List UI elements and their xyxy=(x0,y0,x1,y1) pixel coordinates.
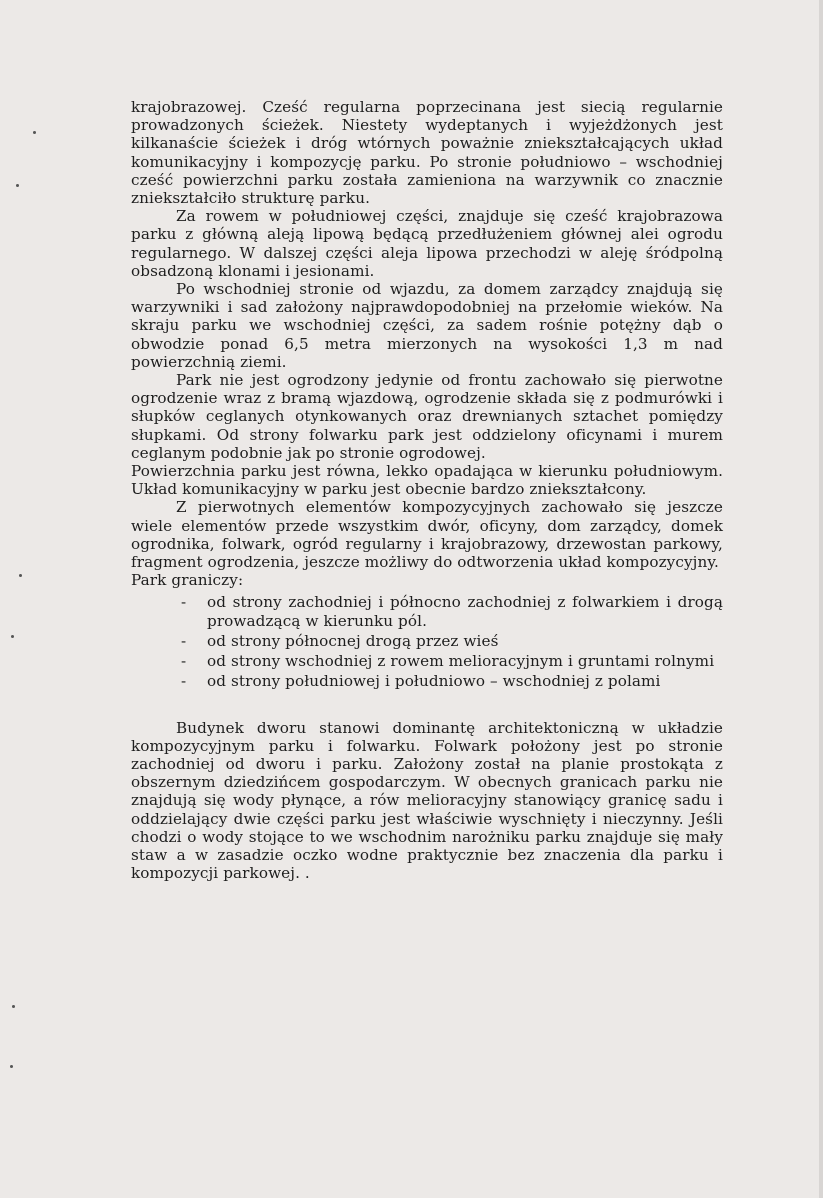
list-item-text: od strony południowej i południowo – wschodniej z polami xyxy=(207,672,661,691)
list-dash: - xyxy=(181,652,187,671)
paragraph: Po wschodniej stronie od wjazdu, za domem zarządcy znajdują się warzywniki i sad założony najprawdopodobniej na przełomie wieków. Na skraju parku we wschodniej części, za sadem rośnie potężny dąb o obwodzie ponad 6,5 metra mierzonych na wysokości 1,3 m nad powierzchnią ziemi. xyxy=(131,280,723,371)
scan-dot xyxy=(19,574,22,577)
scan-dot xyxy=(12,1005,15,1008)
scan-dot xyxy=(11,635,14,638)
document-body xyxy=(131,98,723,882)
list-item-text: od strony zachodniej i północno zachodniej z folwarkiem i drogą prowadzącą w kierunku pól. xyxy=(207,593,723,630)
list-item xyxy=(131,652,723,670)
paragraph: krajobrazowej. Cześć regularna poprzecinana jest siecią regularnie prowadzonych ścieżek. Niestety wydeptanych i wyjeżdżonych jest kilkanaście ścieżek i dróg wtórnych poważnie zniekształcających układ komunikacyjny i kompozycję parku. Po stronie południowo – wschodniej cześć powierzchni parku została zamieniona na warzywnik co znacznie zniekształciło strukturę parku. xyxy=(131,98,723,208)
paragraph: Z pierwotnych elementów kompozycyjnych zachowało się jeszcze wiele elementów przede wszystkim dwór, oficyny, dom zarządcy, domek ogrodnika, folwark, ogród regularny i krajobrazowy, drzewostan parkowy, fragment ogrodzenia, jeszcze możliwy do odtworzenia układ kompozycyjny. xyxy=(131,498,723,572)
scan-dot xyxy=(16,184,19,187)
list-dash: - xyxy=(181,631,187,650)
boundary-list xyxy=(131,593,723,690)
page-edge xyxy=(819,0,823,1198)
paragraph: Budynek dworu stanowi dominantę architektoniczną w układzie kompozycyjnym parku i folwarku. Folwark położony jest po stronie zachodniej od dworu i parku. Założony został na planie prostokąta z obszernym dziedzińcem gospodarczym. W obecnych granicach parku nie znajdują się wody płynące, a rów melioracyjny stanowiący granicę sadu i oddzielający dwie części parku jest właściwie wyschnięty i nieczynny. Jeśli chodzi o wody stojące to we wschodnim narożniku parku znajduje się mały staw a w zasadzie oczko wodne praktycznie bez znaczenia dla parku i kompozycji parkowej. . xyxy=(131,718,723,883)
list-dash: - xyxy=(181,672,187,691)
list-item xyxy=(131,593,723,629)
list-heading: Park graniczy: xyxy=(131,571,244,590)
paragraph: Za rowem w południowej części, znajduje się cześć krajobrazowa parku z główną aleją lipową będącą przedłużeniem głównej alei ogrodu regularnego. W dalszej części aleja lipowa przechodzi w aleję śródpolną obsadzoną klonami i jesionami. xyxy=(131,207,723,280)
list-item-text: od strony północnej drogą przez wieś xyxy=(207,631,499,650)
paragraph: Powierzchnia parku jest równa, lekko opadająca w kierunku południowym. Układ komunikacyjny w parku jest obecnie bardzo zniekształcony. xyxy=(131,462,723,499)
paragraph: Park nie jest ogrodzony jedynie od frontu zachowało się pierwotne ogrodzenie wraz z bramą wjazdową, ogrodzenie składa się z podmurówki i słupków ceglanych otynkowanych oraz drewnianych sztachet pomiędzy słupkami. Od strony folwarku park jest oddzielony oficynami i murem ceglanym podobnie jak po stronie ogrodowej. xyxy=(131,371,723,462)
list-item xyxy=(131,672,723,690)
scan-dot xyxy=(10,1065,13,1068)
list-item xyxy=(131,632,723,650)
list-dash: - xyxy=(181,593,187,612)
spacer xyxy=(131,701,723,719)
list-item-text: od strony wschodniej z rowem melioracyjnym i gruntami rolnymi xyxy=(207,652,715,671)
scan-dot xyxy=(33,131,36,134)
